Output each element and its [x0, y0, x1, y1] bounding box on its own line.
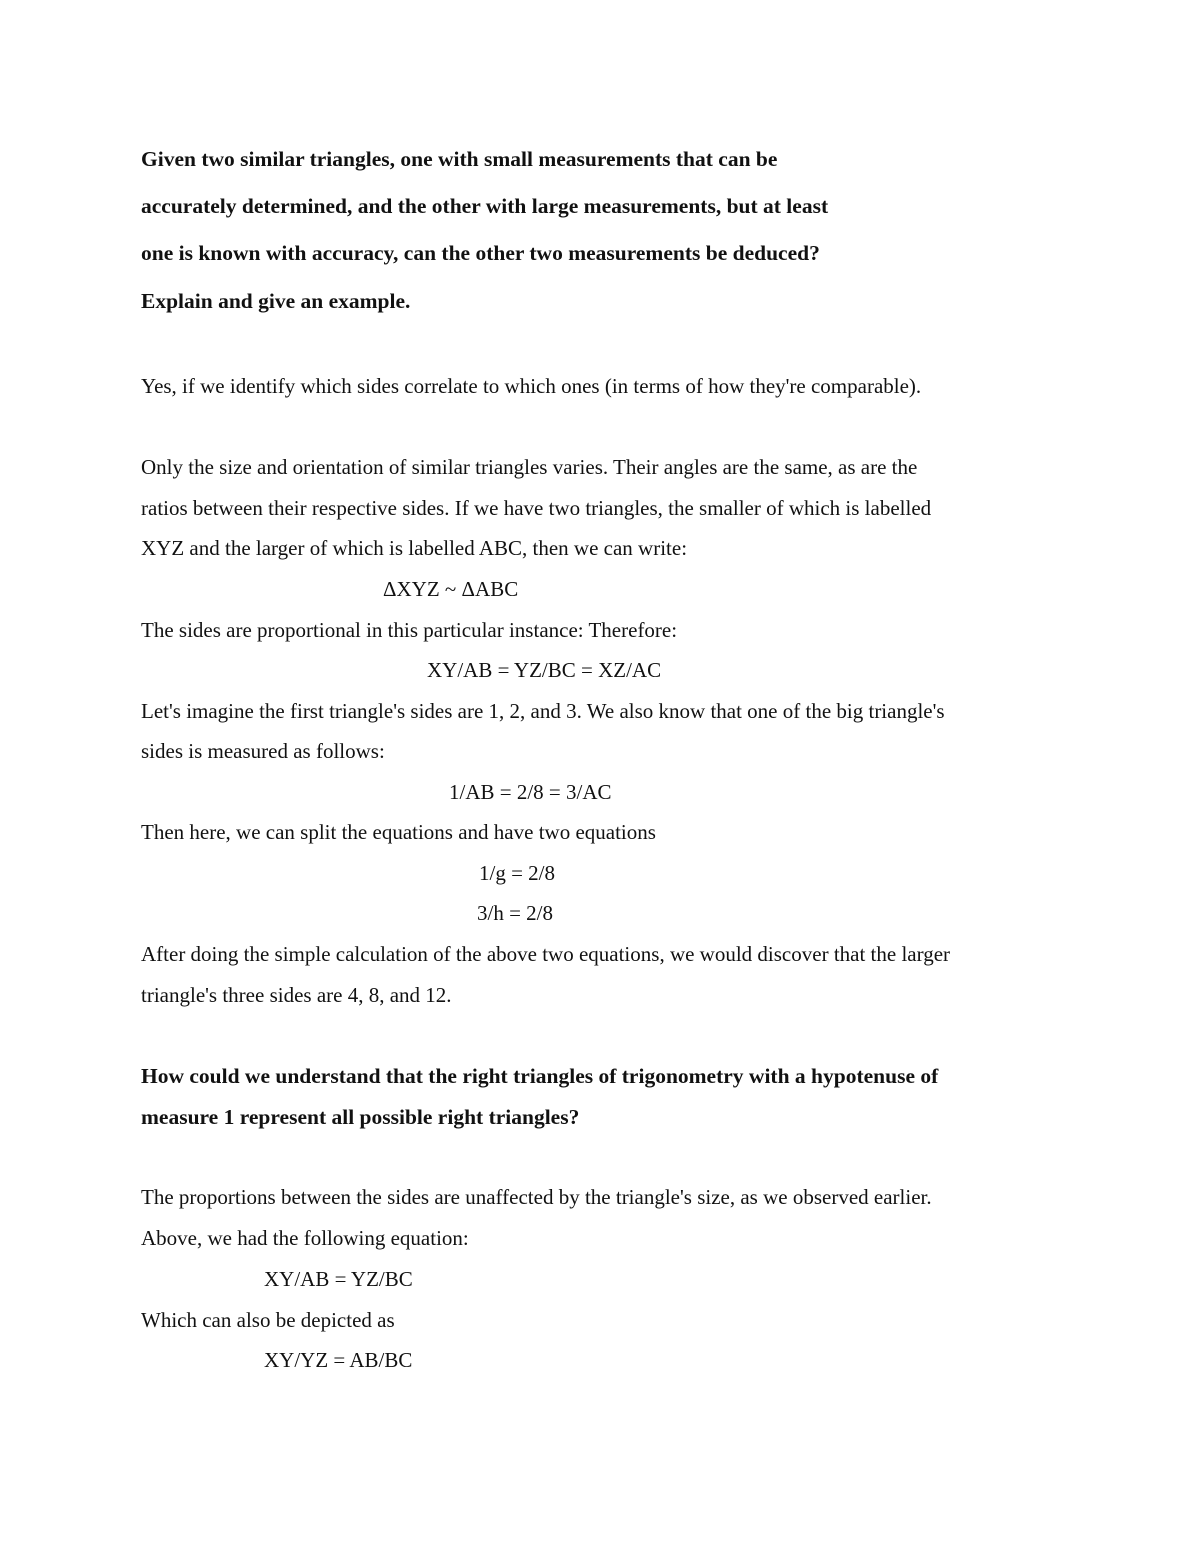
answer-1-intro: Yes, if we identify which sides correlate to which ones (in terms of how they're comparable).	[141, 374, 922, 398]
split-equations-text: Then here, we can split the equations and have two equations	[141, 820, 656, 844]
conclusion-line-2: triangle's three sides are 4, 8, and 12.	[141, 983, 452, 1007]
question-2-line-1: How could we understand that the right triangles of trigonometry with a hypotenuse of	[141, 1064, 939, 1088]
answer-1-paragraph-line-1: Only the size and orientation of similar triangles varies. Their angles are the same, as are the	[141, 455, 918, 479]
equation-g: 1/g = 2/8	[479, 861, 556, 885]
conclusion-line-1: After doing the simple calculation of the above two equations, we would discover that the larger	[141, 942, 951, 966]
answer-2-line-1: The proportions between the sides are unaffected by the triangle's size, as we observed earlier.	[141, 1185, 932, 1209]
answer-2-equation-2: XY/YZ = AB/BC	[264, 1348, 413, 1372]
equation-h: 3/h = 2/8	[477, 901, 554, 925]
example-line-2: sides is measured as follows:	[141, 739, 385, 763]
example-equation: 1/AB = 2/8 = 3/AC	[449, 780, 612, 804]
question-1-line-4: Explain and give an example.	[141, 289, 411, 313]
depicted-text: Which can also be depicted as	[141, 1308, 395, 1332]
answer-1-paragraph-line-2: ratios between their respective sides. If we have two triangles, the smaller of which is labelled	[141, 496, 932, 520]
question-1-line-3: one is known with accuracy, can the other two measurements be deduced?	[141, 241, 820, 265]
proportional-text: The sides are proportional in this particular instance: Therefore:	[141, 618, 678, 642]
answer-2-line-2: Above, we had the following equation:	[141, 1226, 469, 1250]
similarity-statement: ΔXYZ ~ ΔABC	[383, 577, 519, 601]
question-1-line-1: Given two similar triangles, one with small measurements that can be	[141, 147, 778, 171]
question-2-line-2: measure 1 represent all possible right triangles?	[141, 1105, 580, 1129]
answer-1-paragraph-line-3: XYZ and the larger of which is labelled ABC, then we can write:	[141, 536, 688, 560]
ratio-equation: XY/AB = YZ/BC = XZ/AC	[427, 658, 662, 682]
answer-2-equation-1: XY/AB = YZ/BC	[264, 1267, 413, 1291]
example-line-1: Let's imagine the first triangle's sides are 1, 2, and 3. We also know that one of the big triangle's	[141, 699, 945, 723]
question-1-line-2: accurately determined, and the other with large measurements, but at least	[141, 194, 829, 218]
